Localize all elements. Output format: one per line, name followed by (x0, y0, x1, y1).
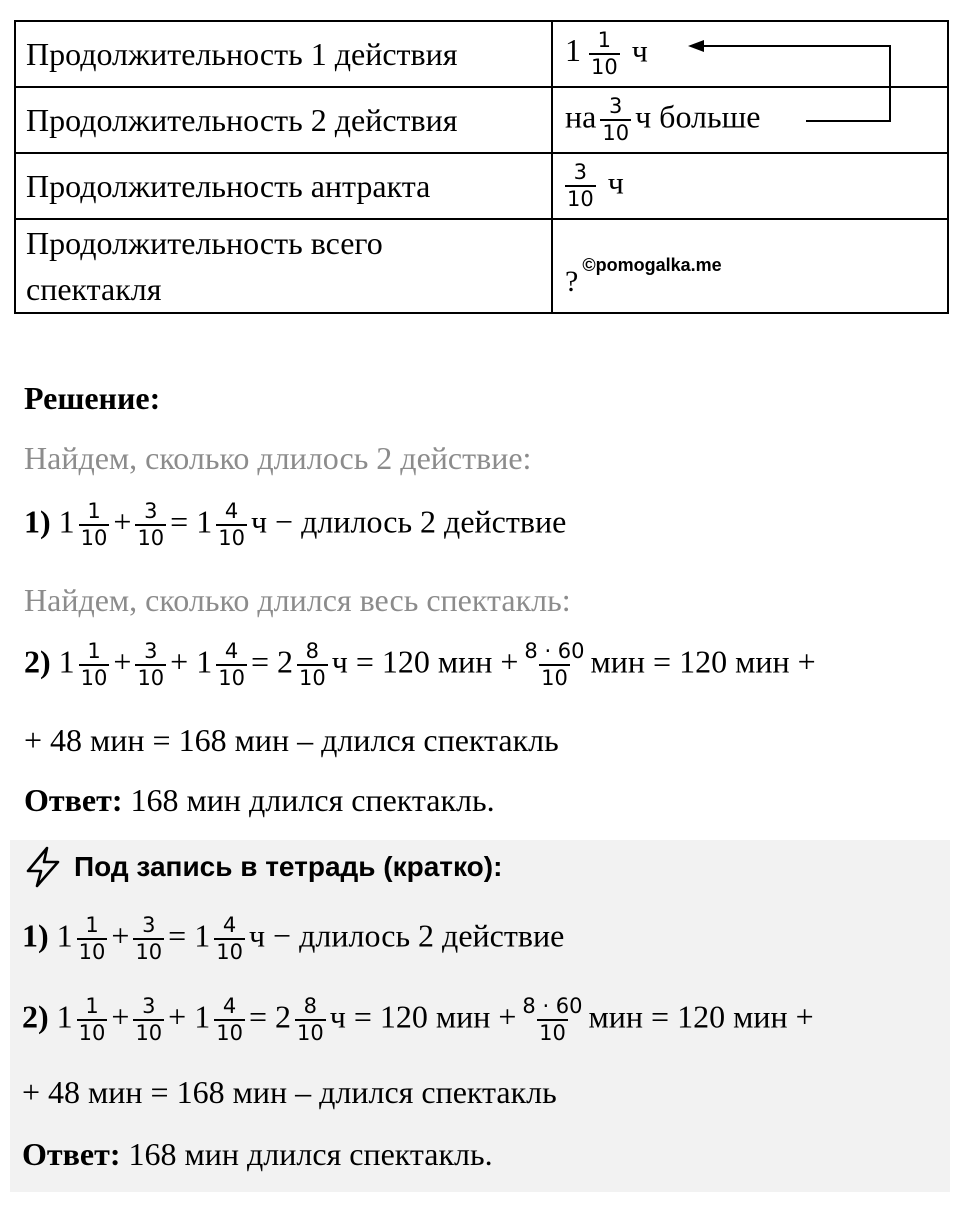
condition-table (14, 20, 949, 314)
row-value: 1 $\frac{1}{10}$ ч (552, 21, 948, 87)
fraction: $\frac{3}{10}$ (567, 159, 594, 211)
note-title: Под запись в тетрадь (кратко): (22, 845, 502, 889)
hint-1: Найдем, сколько длилось 2 действие: (24, 440, 532, 476)
fraction: $\frac{1}{10}$ (591, 27, 618, 79)
lightning-icon (22, 845, 64, 889)
solution-heading: Решение: (24, 380, 161, 416)
note-answer: Ответ: 168 мин длился спектакль. (22, 1136, 493, 1172)
row-label: Продолжительность всего спектакля (15, 219, 552, 313)
row-label: Продолжительность 2 действия (15, 87, 552, 153)
note-step-1: 1) 1 $\frac{1}{10}$ + $\frac{3}{10}$ = 1 $\frac{4}{10}$ ч − длилось 2 действие (22, 913, 565, 965)
step-1: 1) 1 $\frac{1}{10}$ + $\frac{3}{10}$ = 1 $\frac{4}{10}$ ч − длилось 2 действие (24, 499, 567, 551)
row-value: $\frac{3}{10}$ ч (552, 153, 948, 219)
hint-2: Найдем, сколько длился весь спектакль: (24, 582, 571, 618)
watermark: ©pomogalka.me (582, 254, 722, 275)
row-value (552, 219, 948, 313)
row-label: Продолжительность антракта (15, 153, 552, 219)
fraction: $\frac{3}{10}$ (602, 93, 630, 145)
question-mark: ? (565, 264, 579, 298)
table-row (15, 87, 948, 153)
note-step-2: 2) 1 $\frac{1}{10}$ + $\frac{3}{10}$ + 1 $\frac{4}{10}$ = 2 $\frac{8}{10}$ ч = 120 мин + $\frac{8 \cdot 60}{10}$ мин = 120 мин + (22, 994, 814, 1046)
step-2: 2) 1 $\frac{1}{10}$ + $\frac{3}{10}$ + 1 $\frac{4}{10}$ = 2 $\frac{8}{10}$ ч = 120 мин + $\frac{8 \cdot 60}{10}$ мин = 120 мин + (24, 639, 816, 691)
answer: Ответ: 168 мин длился спектакль. (24, 782, 495, 818)
row-label: Продолжительность 1 действия (15, 21, 552, 87)
row-value: на $\frac{3}{10}$ ч больше (552, 87, 948, 153)
note-step-2-continued: + 48 мин = 168 мин – длился спектакль (22, 1074, 557, 1110)
table-row (15, 153, 948, 219)
step-2-continued: + 48 мин = 168 мин – длился спектакль (24, 722, 559, 758)
table-row (15, 21, 948, 87)
table-row (15, 219, 948, 313)
